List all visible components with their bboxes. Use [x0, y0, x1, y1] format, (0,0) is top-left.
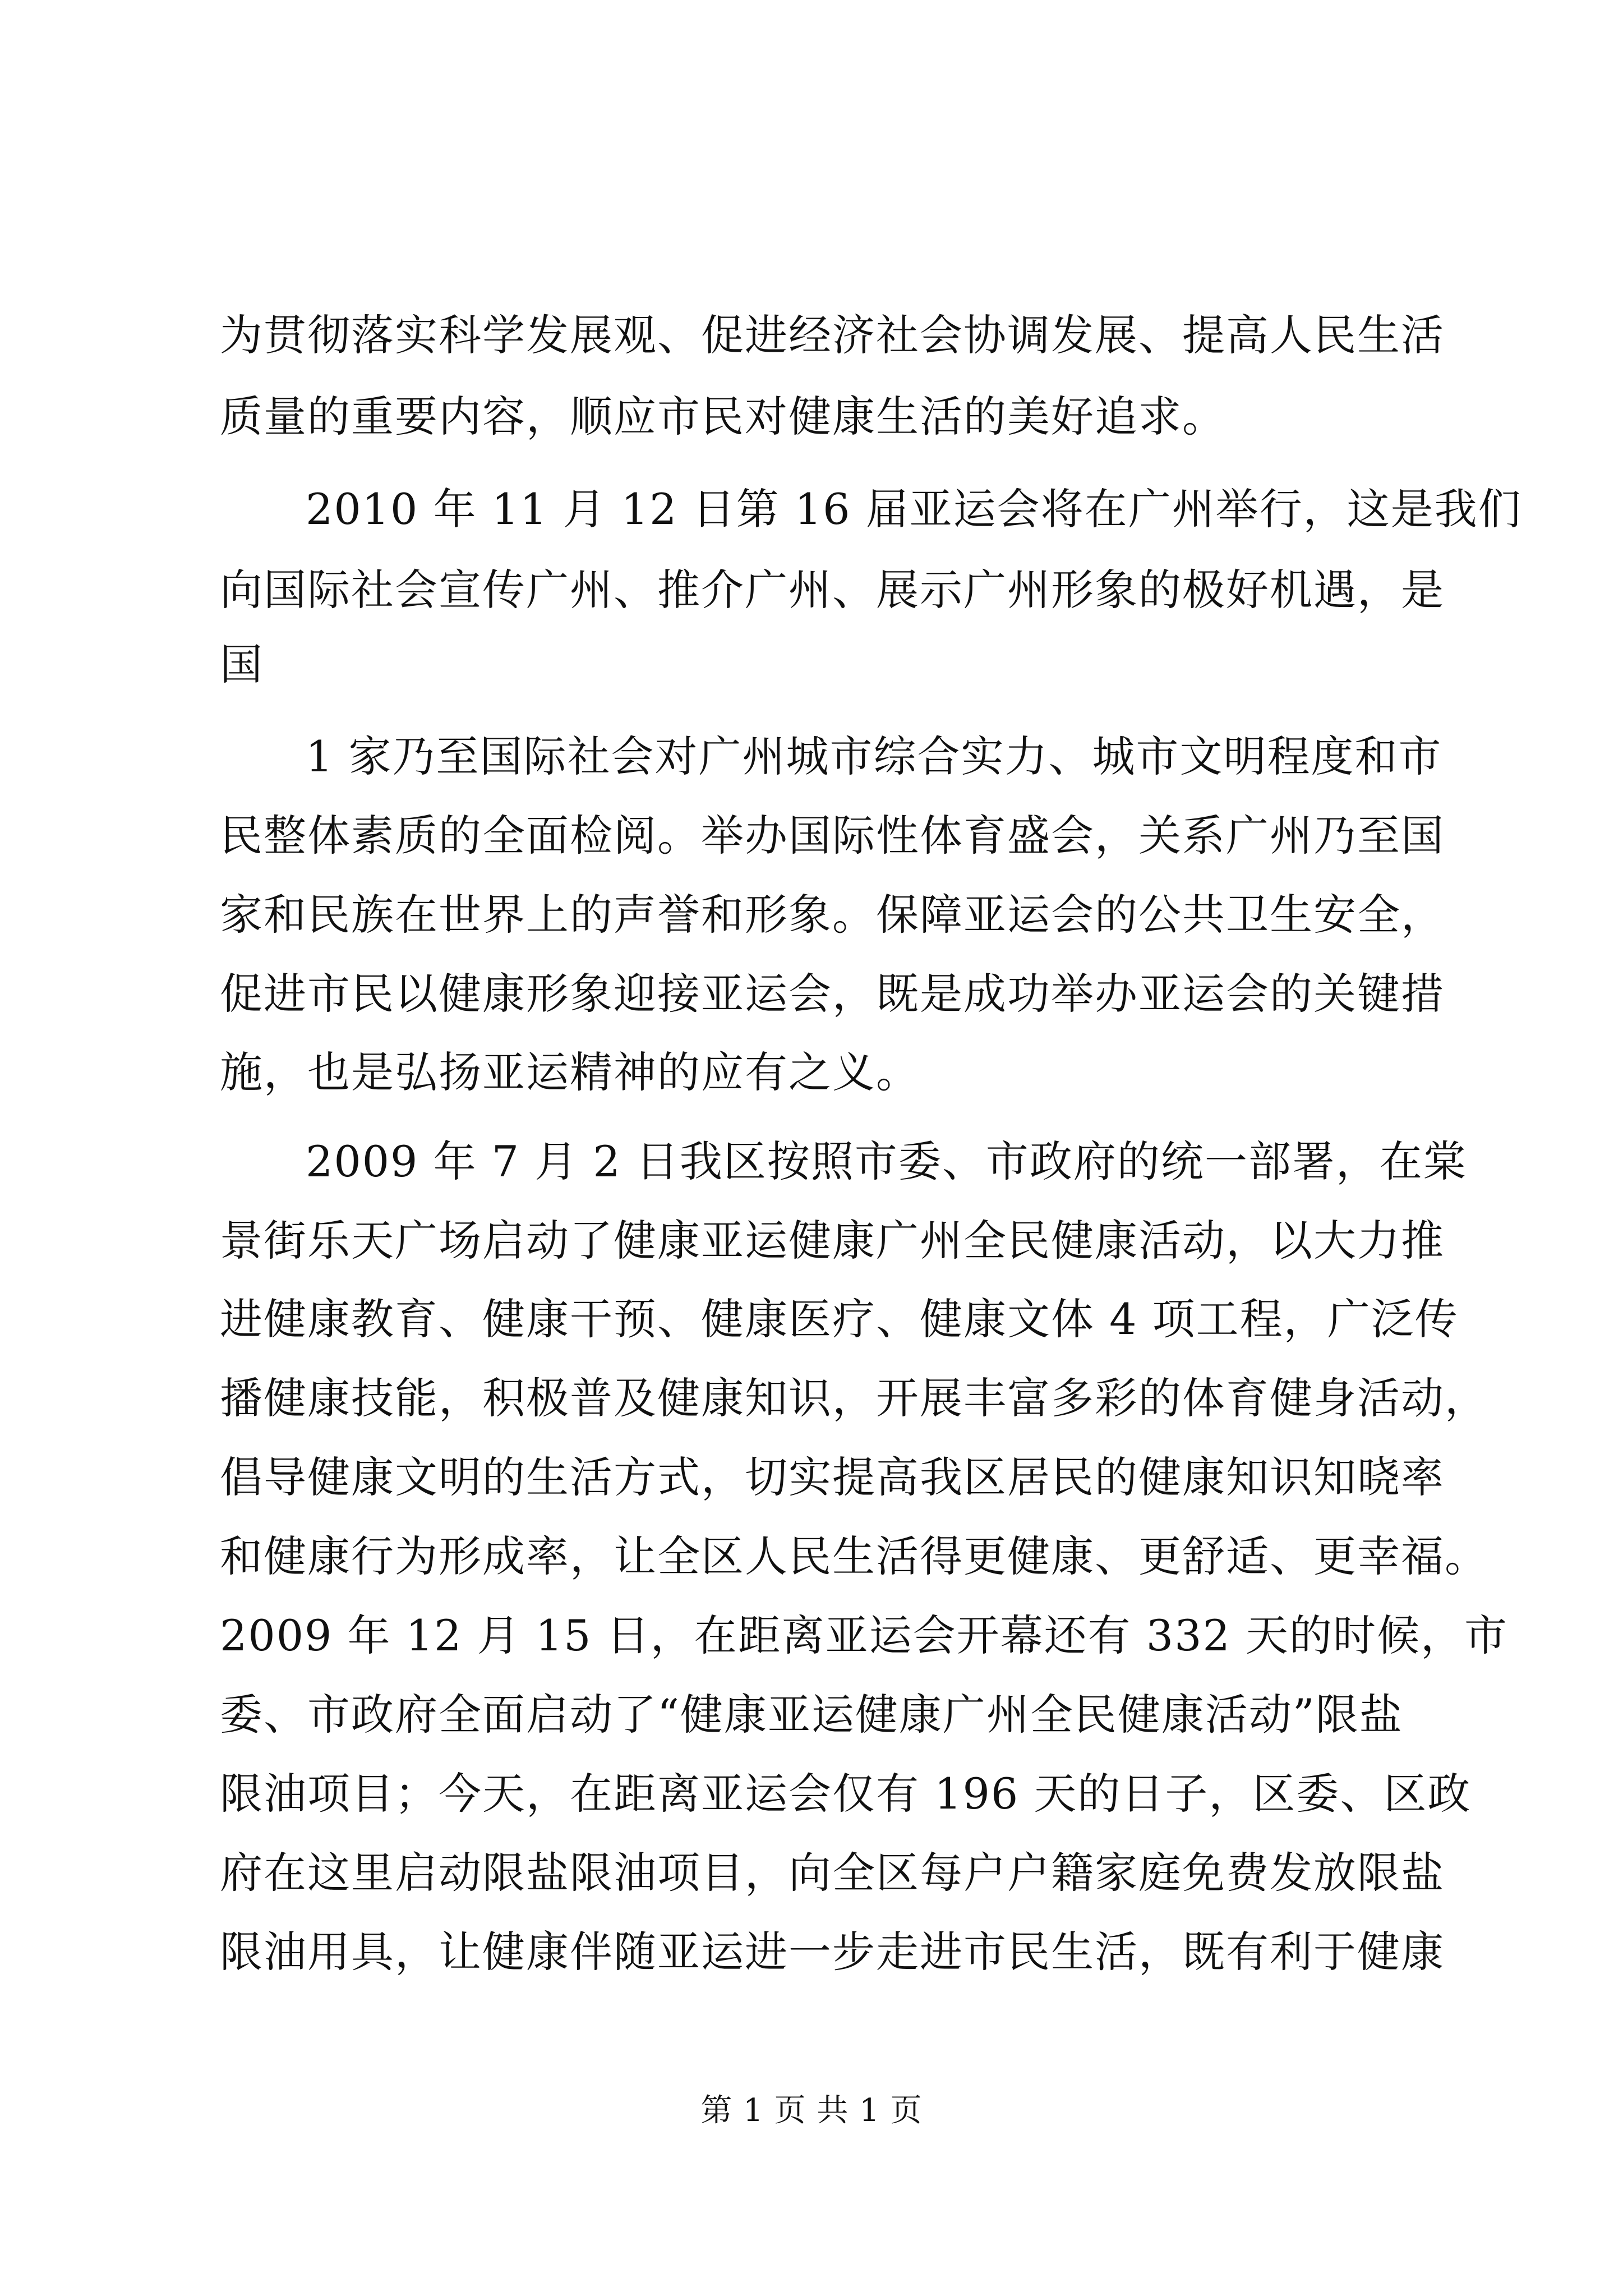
- text-line: 施，也是弘扬亚运精神的应有之义。: [220, 1047, 920, 1097]
- text-line: 家和民族在世界上的声誉和形象。保障亚运会的公共卫生安全，: [220, 890, 1445, 940]
- page-footer: 第 1 页 共 1 页: [700, 2092, 923, 2129]
- text-line: 限油项目；今天，在距离亚运会仅有 196 天的日子，区委、区政: [220, 1769, 1472, 1819]
- text-line: 国: [220, 639, 264, 689]
- text-line: 2009 年 12 月 15 日，在距离亚运会开幕还有 332 天的时候，市: [220, 1611, 1508, 1660]
- text-line: 促进市民以健康形象迎接亚运会，既是成功举办亚运会的关键措: [220, 969, 1445, 1019]
- text-line: 2010 年 11 月 12 日第 16 届亚运会将在广州举行，这是我们: [306, 484, 1522, 534]
- text-line: 向国际社会宣传广州、推介广州、展示广州形象的极好机遇，是: [220, 565, 1445, 615]
- text-line: 府在这里启动限盐限油项目，向全区每户户籍家庭免费发放限盐: [220, 1848, 1445, 1898]
- text-line: 进健康教育、健康干预、健康医疗、健康文体 4 项工程，广泛传: [220, 1294, 1459, 1344]
- text-line: 委、市政府全面启动了“健康亚运健康广州全民健康活动”限盐: [220, 1690, 1403, 1740]
- text-line: 为贯彻落实科学发展观、促进经济社会协调发展、提高人民生活: [220, 310, 1445, 360]
- text-line: 倡导健康文明的生活方式，切实提高我区居民的健康知识知晓率: [220, 1452, 1445, 1502]
- text-line: 和健康行为形成率，让全区人民生活得更健康、更舒适、更幸福。: [220, 1531, 1488, 1581]
- text-line: 2009 年 7 月 2 日我区按照市委、市政府的统一部署，在棠: [306, 1137, 1467, 1186]
- text-line: 质量的重要内容，顺应市民对健康生活的美好追求。: [220, 392, 1226, 441]
- text-line: 限油用具，让健康伴随亚运进一步走进市民生活，既有利于健康: [220, 1927, 1445, 1977]
- text-line: 1 家乃至国际社会对广州城市综合实力、城市文明程度和市: [306, 731, 1442, 781]
- text-line: 民整体素质的全面检阅。举办国际性体育盛会，关系广州乃至国: [220, 811, 1445, 861]
- text-line: 景街乐天广场启动了健康亚运健康广州全民健康活动，以大力推: [220, 1216, 1445, 1266]
- text-line: 播健康技能，积极普及健康知识，开展丰富多彩的体育健身活动，: [220, 1373, 1488, 1423]
